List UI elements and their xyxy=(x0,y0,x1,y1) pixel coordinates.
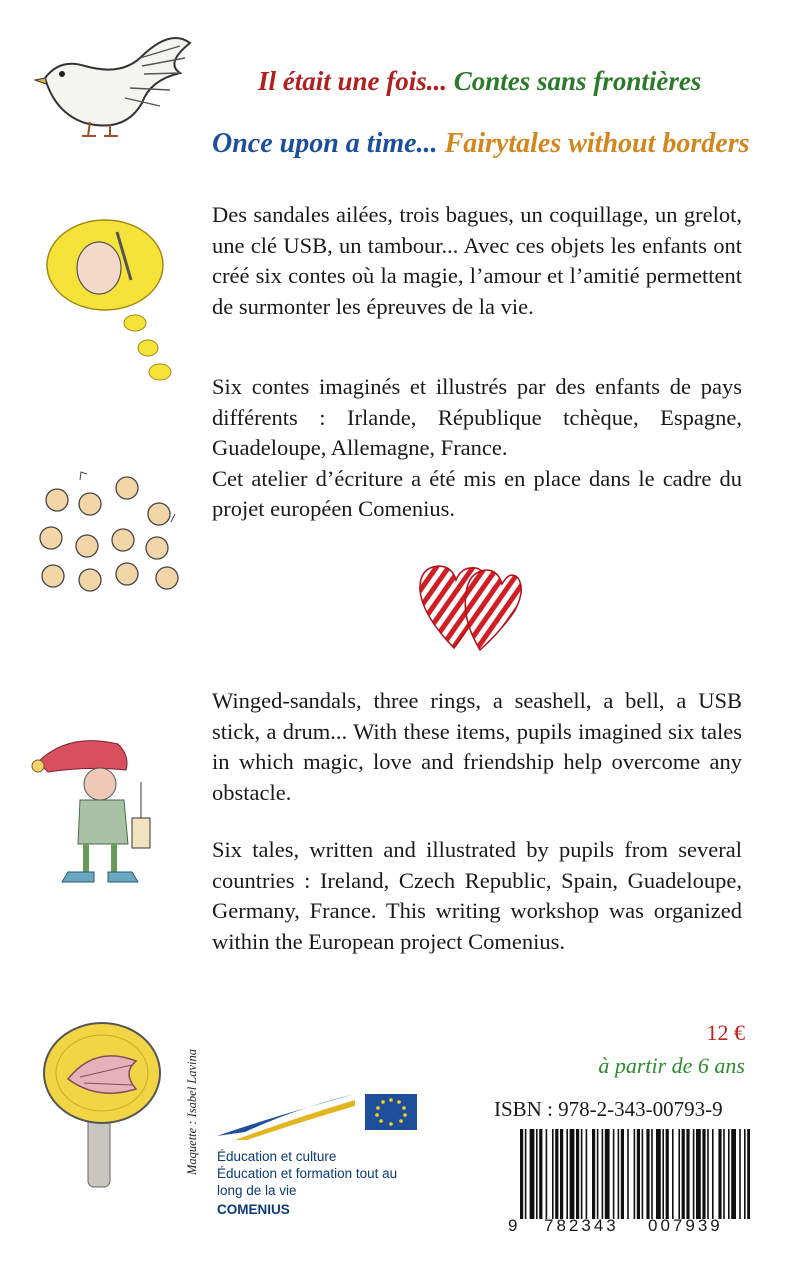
title-french xyxy=(258,66,701,97)
barcode-bar xyxy=(546,1129,548,1219)
paragraph-french-1: Des sandales ailées, trois bagues, un coquillage, un grelot, une clé USB, un tambour... Avec ces objets les enfants ont créé six contes où la magie, l’amour et l’amitié permettent de surmonter les épreuves de la vie. xyxy=(212,202,742,319)
barcode-bar xyxy=(570,1129,575,1219)
barcode-bar xyxy=(525,1129,527,1219)
design-credit: Maquette : Isabel Lavina xyxy=(185,1048,199,1175)
barcode-bar xyxy=(707,1129,709,1219)
barcode-bar xyxy=(637,1129,640,1219)
barcode-bar xyxy=(696,1129,701,1219)
barcode-bar xyxy=(581,1129,583,1219)
seashell-sign-illustration xyxy=(40,1015,175,1190)
barcode-bar xyxy=(656,1129,661,1219)
barcode-bar xyxy=(678,1129,680,1219)
barcode-digit-group-2: 007939 xyxy=(648,1216,723,1235)
barcode-bar xyxy=(602,1129,604,1219)
title-english-part2: Fairytales without borders xyxy=(444,128,750,159)
hearts-illustration xyxy=(414,560,524,655)
paragraph-french-2-text: Six contes imaginés et illustrés par des enfants de pays différents : Irlande, République tchèque, Espagne, Guadeloupe, Allemagne, France. xyxy=(212,374,742,460)
eu-line-1: Éducation et culture xyxy=(217,1149,337,1164)
barcode-bar xyxy=(555,1129,558,1219)
barcode-bar xyxy=(597,1129,599,1219)
barcode-bar xyxy=(682,1129,685,1219)
barcode-digit-first: 9 xyxy=(508,1216,518,1235)
barcode-bar xyxy=(634,1129,636,1219)
barcode-bar xyxy=(739,1129,741,1219)
gnome-illustration xyxy=(28,722,178,892)
eu-line-4: COMENIUS xyxy=(217,1202,290,1217)
eu-line-3: long de la vie xyxy=(217,1183,297,1198)
barcode-bar xyxy=(520,1129,523,1219)
barcode-bar xyxy=(666,1129,669,1219)
barcode-bar xyxy=(627,1129,629,1219)
barcode-bar xyxy=(693,1129,695,1219)
barcode xyxy=(520,1129,750,1219)
barcode-bar xyxy=(723,1129,725,1219)
paragraph-french-2 xyxy=(212,372,742,525)
paragraph-english-1: Winged-sandals, three rings, a seashell, a bell, a USB stick, a drum... With these items, pupils imagined six tales in which magic, love and friendship help overcome any obstacle. xyxy=(212,688,742,805)
barcode-digit-group-1: 782343 xyxy=(544,1216,619,1235)
barcode-bar xyxy=(586,1129,588,1219)
barcode-bar xyxy=(536,1129,538,1219)
paragraph-english-2: Six tales, written and illustrated by pupils from several countries : Ireland, Czech Republic, Spain, Guadeloupe, Germany, France. This writing workshop was organized within the European project Comenius. xyxy=(212,837,742,954)
age-range: à partir de 6 ans xyxy=(598,1053,745,1078)
title-english-part1: Once upon a time... xyxy=(212,128,438,159)
barcode-bar xyxy=(651,1129,653,1219)
barcode-bar xyxy=(672,1129,674,1219)
price: 12 € xyxy=(706,1020,745,1045)
barcode-bar xyxy=(702,1129,705,1219)
barcode-bar xyxy=(560,1129,563,1219)
barcode-bar xyxy=(731,1129,736,1219)
bird-illustration xyxy=(30,18,200,148)
eu-programme-logo xyxy=(215,1088,420,1148)
barcode-bar xyxy=(576,1129,579,1219)
barcode-bar xyxy=(728,1129,730,1219)
barcode-bar xyxy=(530,1129,535,1219)
barcode-bar xyxy=(566,1129,568,1219)
barcode-bar xyxy=(642,1129,644,1219)
barcode-bar xyxy=(744,1129,746,1219)
barcode-bar xyxy=(747,1129,750,1219)
title-french-part2: Contes sans frontières xyxy=(453,66,702,96)
barcode-bar xyxy=(539,1129,542,1219)
title-french-part1: Il était une fois... xyxy=(258,66,448,96)
barcode-bar xyxy=(613,1129,615,1219)
eu-line-2: Éducation et formation tout au xyxy=(217,1166,398,1181)
barcode-bar xyxy=(646,1129,649,1219)
title-english xyxy=(212,128,750,160)
thought-bubble-illustration xyxy=(35,210,185,385)
barcode-bar xyxy=(605,1129,610,1219)
barcode-bar xyxy=(552,1129,554,1219)
barcode-bar xyxy=(712,1129,714,1219)
barcode-bar xyxy=(686,1129,689,1219)
barcode-bar xyxy=(592,1129,595,1219)
barcode-bar xyxy=(718,1129,721,1219)
faces-illustration xyxy=(35,468,195,598)
barcode-bar xyxy=(618,1129,620,1219)
barcode-bar xyxy=(662,1129,664,1219)
barcode-bar xyxy=(621,1129,624,1219)
isbn: ISBN : 978-2-343-00793-9 xyxy=(494,1097,723,1121)
paragraph-french-3-text: Cet atelier d’écriture a été mis en place dans le cadre du projet européen Comenius. xyxy=(212,465,742,521)
